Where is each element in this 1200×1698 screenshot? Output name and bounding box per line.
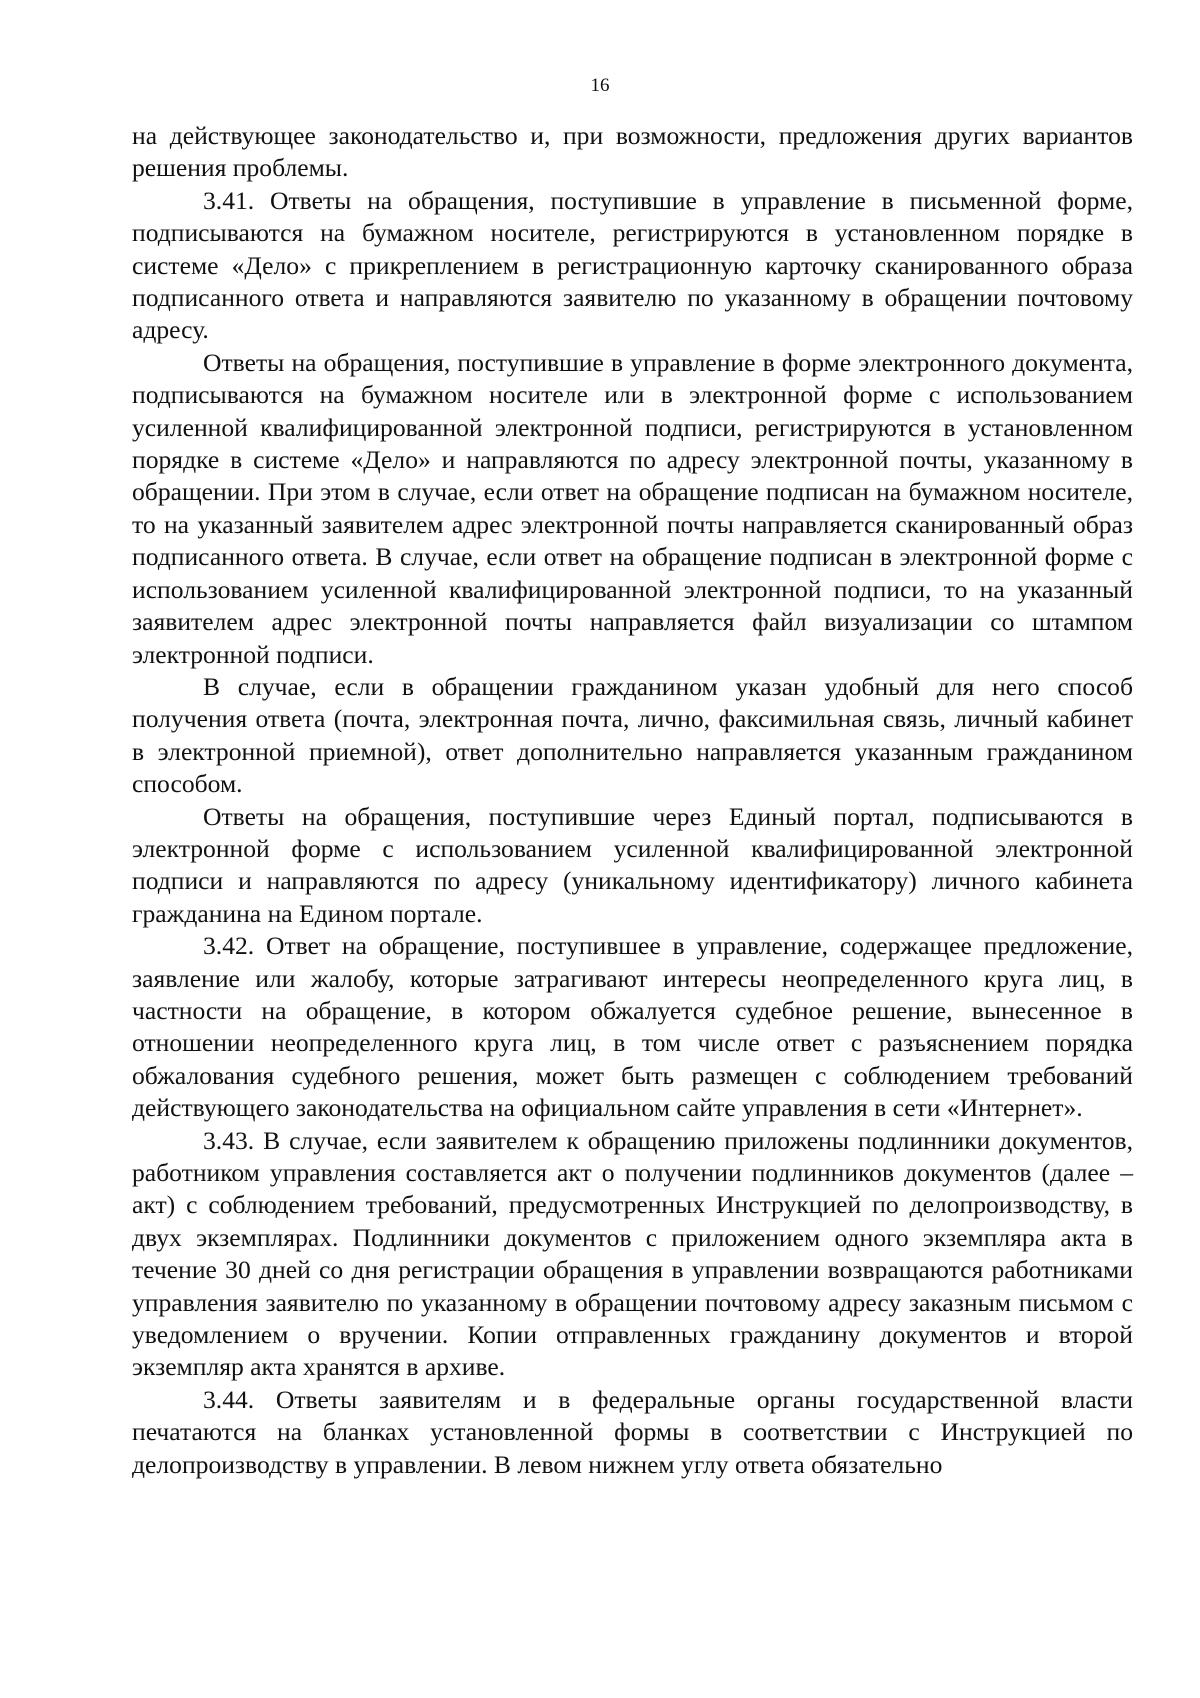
paragraph-3-44: 3.44. Ответы заявителям и в федеральные органы государственной власти печатаются на бланках установленной формы в соответствии с Инструкцией по делопроизводству в управлении. В левом нижнем углу ответа обязательно	[132, 1384, 1133, 1479]
paragraph-preferred-method: В случае, если в обращении гражданином указан удобный для него способ получения ответа (почта, электронная почта, лично, факсимильная связь, личный кабинет в электронной приемной), ответ дополнительно направляется указанным гражданином способом.	[132, 671, 1133, 799]
paragraph-electronic-answers: Ответы на обращения, поступившие в управление в форме электронного документа, подписываются на бумажном носителе или в электронной форме с использованием усиленной квалифицированной электронной подписи, регистрируются в установленном порядке в системе «Дело» и направляются по адресу электронной почты, указанному в обращении. При этом в случае, если ответ на обращение подписан на бумажном носителе, то на указанный заявителем адрес электронной почты направляется сканированный образ подписанного ответа. В случае, если ответ на обращение подписан в электронной форме с использованием усиленной квалифицированной электронной подписи, то на указанный заявителем адрес электронной почты направляется файл визуализации со штампом электронной подписи.	[132, 347, 1133, 669]
paragraph-3-43: 3.43. В случае, если заявителем к обращению приложены подлинники документов, работником управления составляется акт о получении подлинников документов (далее – акт) с соблюдением требований, предусмотренных Инструкцией по делопроизводству, в двух экземплярах. Подлинники документов с приложением одного экземпляра акта в течение 30 дней со дня регистрации обращения в управлении возвращаются работниками управления заявителю по указанному в обращении почтовому адресу заказным письмом с уведомлением о вручении. Копии отправленных гражданину документов и второй экземпляр акта хранятся в архиве.	[132, 1125, 1133, 1382]
paragraph-3-42: 3.42. Ответ на обращение, поступившее в управление, содержащее предложение, заявление или жалобу, которые затрагивают интересы неопределенного круга лиц, в частности на обращение, в котором обжалуется судебное решение, вынесенное в отношении неопределенного круга лиц, в том числе ответ с разъяснением порядка обжалования судебного решения, может быть размещен с соблюдением требований действующего законодательства на официальном сайте управления в сети «Интернет».	[132, 931, 1133, 1123]
paragraph-continued: на действующее законодательство и, при возможности, предложения других вариантов решения проблемы.	[132, 121, 1133, 183]
document-body	[132, 120, 1133, 1481]
page-number: 16	[590, 75, 610, 96]
paragraph-3-41: 3.41. Ответы на обращения, поступившие в управление в письменной форме, подписываются на бумажном носителе, регистрируются в установленном порядке в системе «Дело» с прикреплением в регистрационную карточку сканированного образа подписанного ответа и направляются заявителю по указанному в обращении почтовому адресу.	[132, 185, 1133, 345]
paragraph-unified-portal: Ответы на обращения, поступившие через Единый портал, подписываются в электронной форме с использованием усиленной квалифицированной электронной подписи и направляются по адресу (уникальному идентификатору) личного кабинета гражданина на Едином портале.	[132, 801, 1133, 928]
